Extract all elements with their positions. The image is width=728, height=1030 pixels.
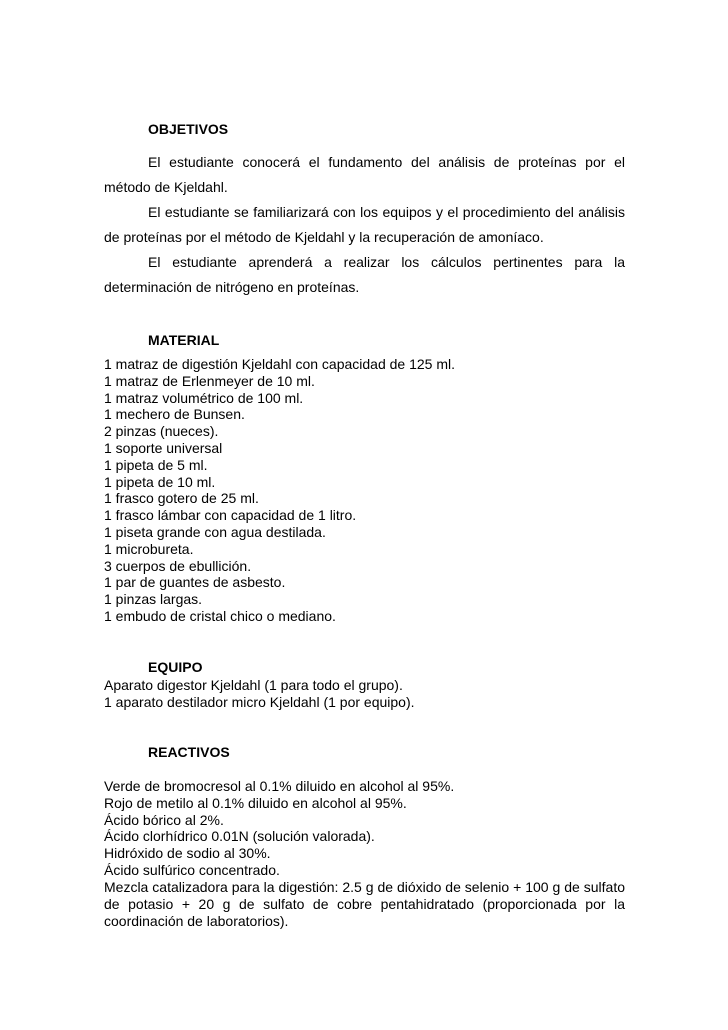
reactivo-mixture-paragraph: Mezcla catalizadora para la digestión: 2.5 g de dióxido de selenio + 100 g de sulfato de potasio + 20 g de sulfato de cobre pentahidratado (proporcionada por la coordinación de laboratorios).: [104, 879, 625, 929]
equipo-item: 1 aparato destilador micro Kjeldahl (1 por equipo).: [104, 693, 415, 710]
material-item: 1 frasco lámbar con capacidad de 1 litro.: [104, 507, 357, 524]
material-item: 2 pinzas (nueces).: [104, 423, 219, 440]
reactivo-item: Ácido clorhídrico 0.01N (solución valorada).: [104, 828, 375, 845]
objetivos-heading: OBJETIVOS: [148, 121, 229, 137]
objetivo-paragraph-2: El estudiante se familiarizará con los equipos y el procedimiento del análisis de proteínas por el método de Kjeldahl y la recuperación de amoníaco.: [104, 204, 625, 245]
reactivo-item: Verde de bromocresol al 0.1% diluido en alcohol al 95%.: [104, 778, 455, 794]
equipo-heading: EQUIPO: [148, 659, 203, 675]
objetivo-paragraph-1: El estudiante conocerá el fundamento del análisis de proteínas por el método de Kjeldahl.: [104, 154, 625, 195]
material-item: 1 microbureta.: [104, 540, 194, 557]
objetivo-paragraph-3: El estudiante aprenderá a realizar los cálculos pertinentes para la determinación de nitrógeno en proteínas.: [104, 254, 625, 295]
reactivo-item: Ácido bórico al 2%.: [104, 811, 224, 828]
material-list: [104, 356, 455, 625]
material-item: 1 matraz de Erlenmeyer de 10 ml.: [104, 372, 315, 389]
reactivo-item: Rojo de metilo al 0.1% diluido en alcohol al 95%.: [104, 794, 407, 811]
material-item: 1 embudo de cristal chico o mediano.: [104, 607, 336, 624]
reactivo-item: Hidróxido de sodio al 30%.: [104, 845, 271, 862]
material-item: 1 mechero de Bunsen.: [104, 406, 245, 423]
equipo-list: [104, 677, 415, 711]
reactivo-item: Ácido sulfúrico concentrado.: [104, 861, 280, 878]
equipo-item: Aparato digestor Kjeldahl (1 para todo el grupo).: [104, 677, 403, 693]
material-item: 1 matraz de digestión Kjeldahl con capacidad de 125 ml.: [104, 356, 455, 372]
reactivos-list: [104, 778, 454, 879]
material-item: 3 cuerpos de ebullición.: [104, 557, 252, 574]
material-item: 1 pipeta de 5 ml.: [104, 456, 208, 473]
material-item: 1 frasco gotero de 25 ml.: [104, 490, 259, 507]
reactivos-heading: REACTIVOS: [148, 744, 230, 760]
material-item: 1 par de guantes de asbesto.: [104, 574, 286, 591]
material-item: 1 pipeta de 10 ml.: [104, 473, 216, 490]
material-item: 1 pinzas largas.: [104, 591, 203, 608]
material-item: 1 piseta grande con agua destilada.: [104, 523, 326, 540]
material-item: 1 matraz volumétrico de 100 ml.: [104, 389, 304, 406]
material-item: 1 soporte universal: [104, 439, 223, 456]
material-heading: MATERIAL: [148, 332, 220, 348]
